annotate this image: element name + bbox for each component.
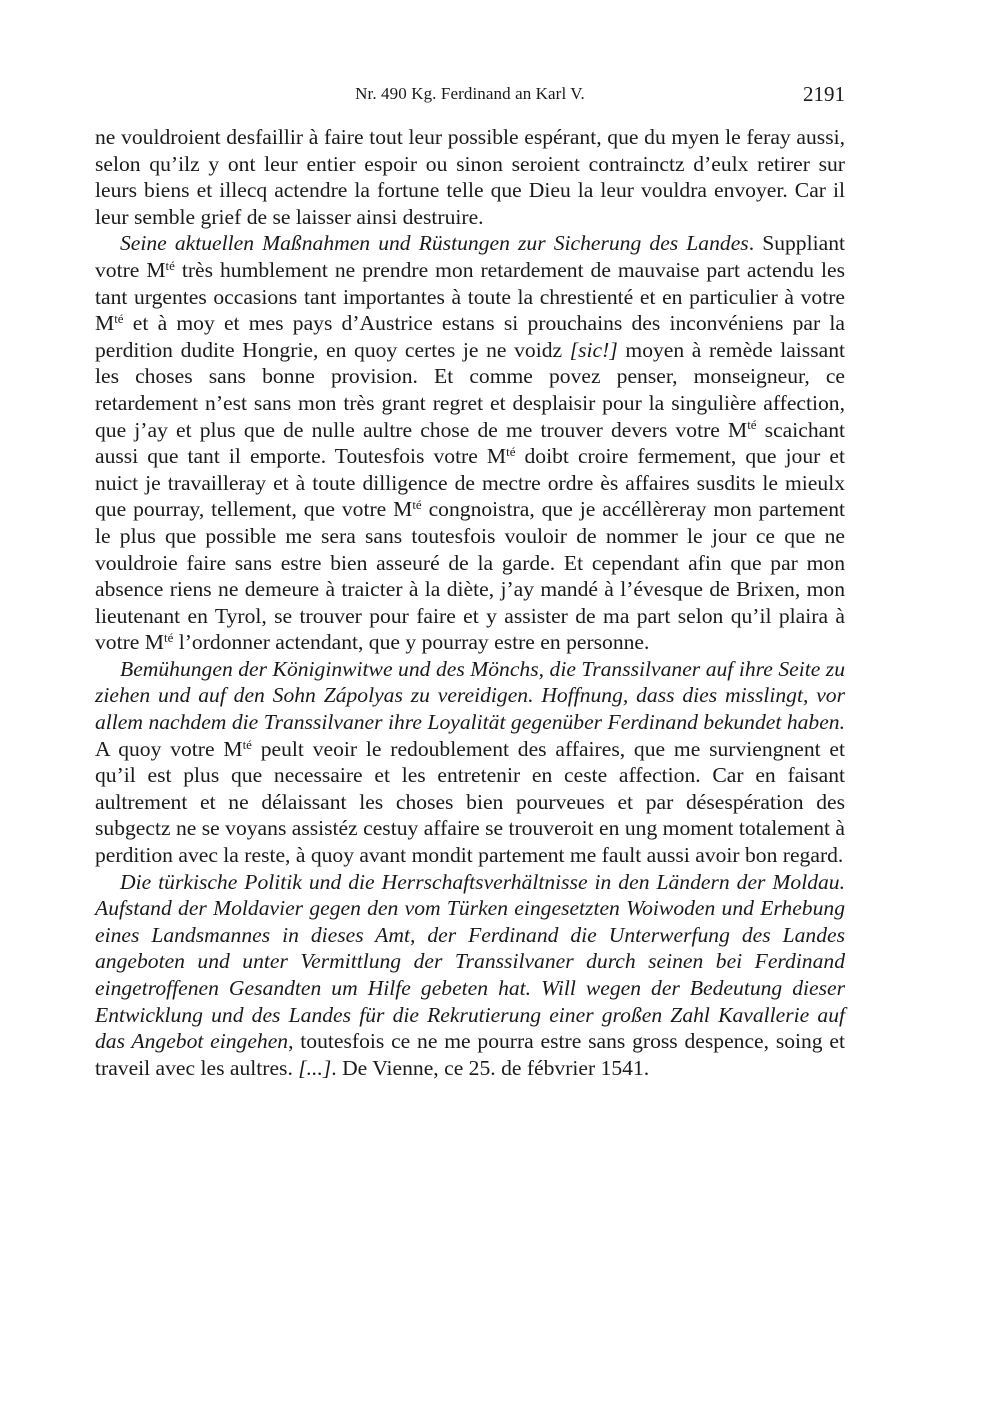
majesty-superscript: té — [163, 630, 174, 646]
majesty-superscript: té — [165, 257, 175, 273]
text-run: très humblement ne prendre mon retardement de mauvaise part actendu les tant urgentes occasions tant importantes à toute la chrestienté et en particulier à votre — [95, 257, 845, 309]
page-header — [95, 82, 845, 106]
majesty-superscript: té — [412, 497, 422, 513]
text-run: doibt croire fermement, que jour et nuict je travailleray et à toute dilligence de mectre ordre ès affaires susdits le mieulx que pourray, tellement, que votre — [95, 444, 845, 522]
majesty-abbrev: $M^{té}$ — [223, 736, 252, 761]
majesty-abbrev: $M^{té}$ — [727, 417, 757, 442]
editorial-note: [sic!] — [569, 337, 618, 362]
text-run: congnoistra, que je accéllèreray mon partement le plus que possible me sera sans toutesfois vouloir de nommer le jour ce que ne vouldroie faire sans estre bien asseuré de la garde. Et cependant afin que par mon absence riens ne demeure à traicter à la diète, j’ay mandé à l’évesque de Brixen, mon lieutenant en Tyrol, se trouver pour faire et y assister de ma part selon qu’il plaira à votre — [95, 497, 845, 655]
majesty-superscript: té — [506, 444, 516, 459]
paragraph-2 — [95, 230, 845, 656]
text-run: peult veoir le redoublement des affaires, que me surviengnent et qu’il est plus que necessaire et les entretenir en ceste affection. Car en faisant aultrement et ne délaissant les choses bien pourveues et par désespération des subgectz ne se voyans assistéz cestuy affaire se trouveroit en ung moment totalement à perdition avec la reste, à quoy avant mondit partement me fault aussi avoir bon regard. — [95, 736, 846, 868]
page-number: 2191 — [803, 82, 845, 106]
text-run: . Suppliant votre — [95, 231, 845, 282]
majesty-abbrev: $M^{té}$ — [146, 257, 175, 282]
majesty-superscript: té — [114, 311, 124, 327]
editorial-summary: Seine aktuellen Maßnahmen und Rüstungen zur Sicherung des Landes — [120, 231, 749, 256]
majesty-superscript: té — [747, 417, 757, 433]
paragraph-1 — [95, 124, 845, 230]
text-run: et à moy et mes pays d’Austrice estans si prouchains des inconvéniens par la perdition dudite Hongrie, en quoy certes je ne voidz — [95, 311, 845, 362]
text-run: . De Vienne, ce 25. de fébvrier 1541. — [331, 1055, 650, 1080]
text-run: scaichant aussi que tant il emporte. Toutesfois votre — [95, 417, 846, 469]
majesty-abbrev: $M^{té}$ — [95, 311, 124, 336]
editorial-summary: Die türkische Politik und die Herrschaftsverhältnisse in den Ländern der Moldau. Aufstand der Moldavier gegen den vom Türken eingesetzten Woiwoden und Erhebung eines Landsmannes in dieses Amt, der Ferdinand die Unterwerfung des Landes angeboten und unter Vermittlung der Transsilvaner durch seinen bei Ferdinand eingetroffenen Gesandten um Hilfe gebeten hat. Will wegen der Bedeutung dieser Entwicklung und des Landes für die Rekrutierung einer großen Zahl Kavallerie auf das Angebot eingehen — [95, 869, 845, 1054]
text-run: moyen à remède laissant les choses sans bonne provision. Et comme povez penser, monseigneur, ce retardement n’est sans mon très grant regret et desplaisir pour la singulière affection, que j’ay et plus que de nulle aultre chose de me trouver devers votre — [95, 337, 845, 442]
text-run: , toutesfois ce ne me pourra estre sans gross despence, soing et traveil avec les aultres. — [95, 1029, 845, 1080]
text-run: A quoy votre — [95, 736, 224, 761]
editorial-summary: Bemühungen der Königinwitwe und des Mönchs, die Transsilvaner auf ihre Seite zu ziehen und auf den Sohn Zápolyas zu vereidigen. Hoffnung, dass dies misslingt, vor allem nachdem die Transsilvaner ihre Loyalität gegenüber Ferdinand bekundet haben. — [95, 656, 845, 735]
paragraph-3 — [95, 656, 845, 869]
text-run: ne vouldroient desfaillir à faire tout leur possible espérant, que du myen le feray aussi, selon qu’ilz y ont leur entier espoir ou sinon seroient contrainctz d’eulx retirer sur leurs biens et illecq actendre la fortune telle que Dieu la leur vouldra envoyer. Car il leur semble grief de se laisser ainsi destruire. — [95, 125, 845, 229]
paragraph-4 — [95, 869, 845, 1082]
majesty-abbrev: $M^{té}$ — [393, 497, 422, 522]
editorial-omission: [...] — [298, 1055, 332, 1080]
letter-body — [95, 124, 845, 1081]
running-head: Nr. 490 Kg. Ferdinand an Karl V. — [355, 84, 585, 103]
text-run: l’ordonner actendant, que y pourray estre en personne. — [173, 630, 650, 655]
majesty-abbrev: $M^{té}$ — [144, 630, 174, 655]
majesty-superscript: té — [242, 736, 252, 752]
majesty-abbrev: $M^{té}$ — [486, 444, 516, 469]
